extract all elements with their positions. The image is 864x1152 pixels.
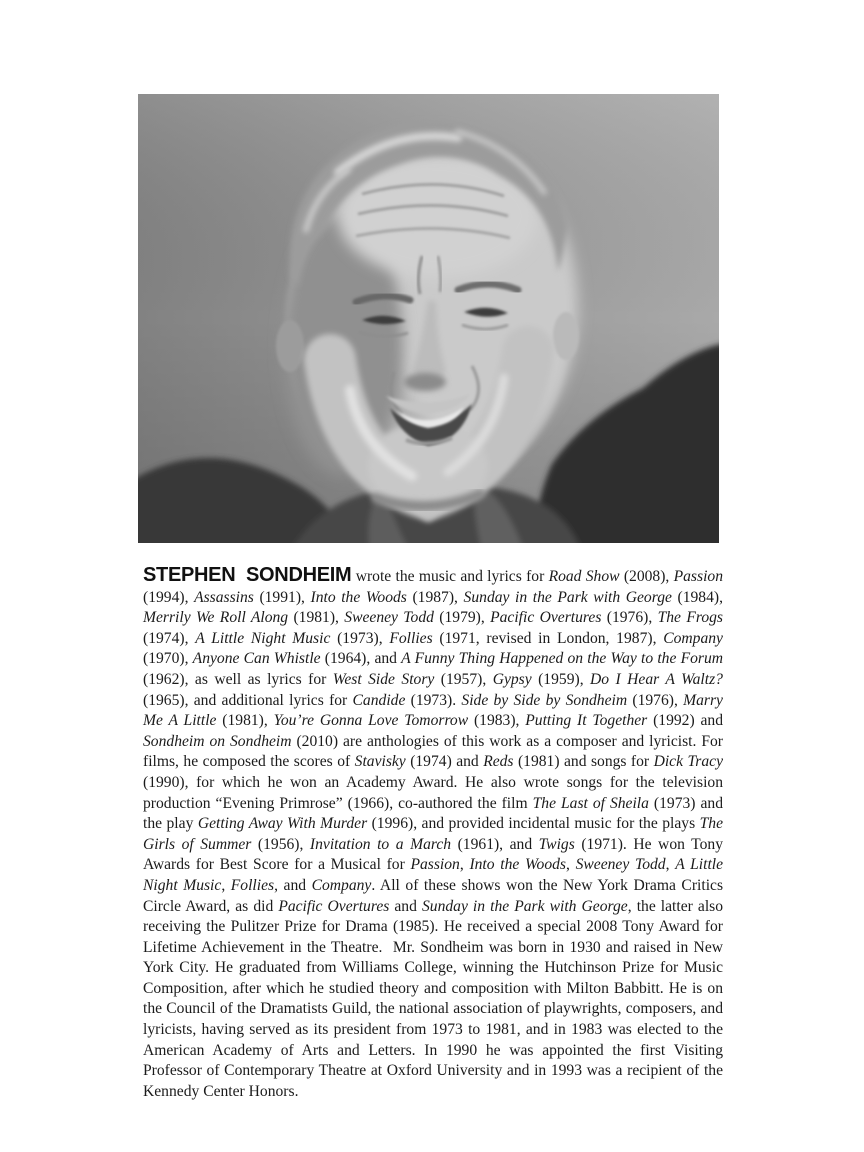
bio-text-segment: (1981), xyxy=(288,609,345,627)
bio-text xyxy=(143,568,723,1100)
bio-text-segment: (1992) and xyxy=(647,712,723,730)
bio-text-segment: (1965), and additional lyrics for xyxy=(143,691,353,709)
work-title: Company xyxy=(663,629,723,647)
work-title: Company xyxy=(311,876,372,894)
work-title: Pacific Overtures xyxy=(490,609,602,627)
bio-text-segment: (1959), xyxy=(531,670,591,688)
work-title: Sweeney Todd xyxy=(344,609,434,627)
bio-text-segment: , xyxy=(566,856,576,874)
bio-text-segment: , xyxy=(221,876,231,894)
work-title: Passion xyxy=(673,568,723,585)
bio-text-segment: (1976), xyxy=(601,609,658,627)
work-title: The Girls of Summer xyxy=(143,815,724,853)
work-title: Sunday in the Park with George xyxy=(463,588,672,606)
work-title: Passion xyxy=(410,856,460,874)
work-title: The Last of Sheila xyxy=(532,794,649,812)
bio-text-segment: (1996), and provided incidental music for the plays xyxy=(367,815,700,833)
bio-text-segment: (1983), xyxy=(468,712,526,730)
bio-text-segment: (1994), xyxy=(143,588,195,606)
bio-text-segment: (1973), xyxy=(330,629,390,647)
bio-text-segment: (1991), xyxy=(253,588,311,606)
bio-text-segment: , xyxy=(665,856,676,874)
bio-text-segment: and xyxy=(389,897,422,915)
bio-paragraph xyxy=(143,565,723,1102)
work-title: A Funny Thing Happened on the Way to the Forum xyxy=(401,650,724,668)
work-title: Follies xyxy=(230,876,275,894)
bio-text-segment: (1974), xyxy=(143,629,196,647)
sondheim-portrait-photo xyxy=(138,94,719,543)
work-title: Follies xyxy=(389,629,433,647)
work-title: Sweeney Todd xyxy=(575,856,666,874)
bio-text-segment: (1976), xyxy=(627,691,684,709)
work-title: You’re Gonna Love Tomorrow xyxy=(273,712,469,730)
bio-text-segment: (1961), and xyxy=(451,835,539,853)
author-name-lead: STEPHEN SONDHEIM xyxy=(143,564,352,586)
work-title: Reds xyxy=(483,753,514,771)
bio-text-segment: (1962), as well as lyrics for xyxy=(143,670,333,688)
work-title: Dick Tracy xyxy=(653,753,723,771)
work-title: Assassins xyxy=(194,588,254,606)
work-title: A Little Night Music xyxy=(195,629,331,647)
bio-text-segment: (1964), and xyxy=(320,650,402,668)
work-title: Gypsy xyxy=(492,670,532,688)
work-title: Putting It Together xyxy=(525,712,648,730)
work-title: Into the Woods xyxy=(310,588,407,606)
work-title: A Little Night Music xyxy=(143,856,724,894)
bio-text-segment: (1987), xyxy=(406,588,464,606)
bio-text-segment: (1974) and xyxy=(405,753,484,771)
work-title: West Side Story xyxy=(332,670,435,688)
bio-text-segment: (1970), xyxy=(143,650,193,668)
work-title: Getting Away With Murder xyxy=(197,815,368,833)
work-title: Invitation to a March xyxy=(309,835,452,853)
work-title: Merrily We Roll Along xyxy=(143,609,289,627)
bio-text-segment: (1981) and songs for xyxy=(513,753,654,771)
work-title: Marry Me A Little xyxy=(143,691,723,730)
bio-text-segment: (1979), xyxy=(433,609,491,627)
bio-text-segment: (1973) and the play xyxy=(143,794,724,833)
bio-text-segment: (2010) are anthologies of this work as a composer and lyricist. For films, he composed the scores of xyxy=(143,732,723,771)
work-title: Sondheim on Sondheim xyxy=(143,732,292,750)
bio-text-segment: wrote the music and lyrics for xyxy=(351,568,549,585)
bio-text-segment: (1973). xyxy=(405,691,462,709)
work-title: Candide xyxy=(352,691,406,709)
work-title: Sunday in the Park with George xyxy=(421,897,628,915)
bio-text-segment: (1971, revised in London, 1987), xyxy=(432,629,664,647)
bio-text-segment: , xyxy=(459,856,470,874)
work-title: Into the Woods xyxy=(469,856,566,874)
work-title: Side by Side by Sondheim xyxy=(461,691,628,709)
portrait-illustration xyxy=(138,94,719,543)
work-title: The Frogs xyxy=(657,609,723,627)
bio-text-segment: (2008), xyxy=(619,568,674,585)
work-title: Anyone Can Whistle xyxy=(192,650,321,668)
work-title: Do I Hear A Waltz? xyxy=(590,670,723,688)
bio-text-segment: (1981), xyxy=(216,712,274,730)
bio-text-segment: (1984), xyxy=(671,588,723,606)
work-title: Twigs xyxy=(538,835,575,853)
bio-text-segment: (1957), xyxy=(434,670,493,688)
bio-text-segment: (1956), xyxy=(251,835,310,853)
bio-text-segment: (1971). He won Tony Awards for Best Score for a Musical for xyxy=(143,835,723,874)
bio-text-segment: , the latter also receiving the Pulitzer Prize for Drama (1985). He received a special 2008 Tony Award for Lifetime Achievement in the Theatre. Mr. Sondheim was born in 1930 and raised in New York City. He graduated from Williams College, winning the Hutchinson Prize for Music Composition, after which he studied theory and composition with Milton Babbitt. He is on the Council of the Dramatists Guild, the national association of playwrights, composers, and lyricists, having served as its president from 1973 to 1981, and in 1983 was elected to the American Academy of Arts and Letters. In 1990 he was appointed the first Visiting Professor of Contemporary Theatre at Oxford University and in 1993 was a recipient of the Kennedy Center Honors. xyxy=(143,897,724,1100)
bio-text-segment: , and xyxy=(274,876,312,894)
work-title: Stavisky xyxy=(354,753,406,771)
bio-text-segment: . All of these shows won the New York Drama Critics Circle Award, as did xyxy=(143,876,724,915)
work-title: Pacific Overtures xyxy=(278,897,390,915)
work-title: Road Show xyxy=(548,568,620,585)
bio-text-segment: (1990), for which he won an Academy Award. He also wrote songs for the television production “Evening Primrose” (1966), co-authored the film xyxy=(143,773,723,812)
